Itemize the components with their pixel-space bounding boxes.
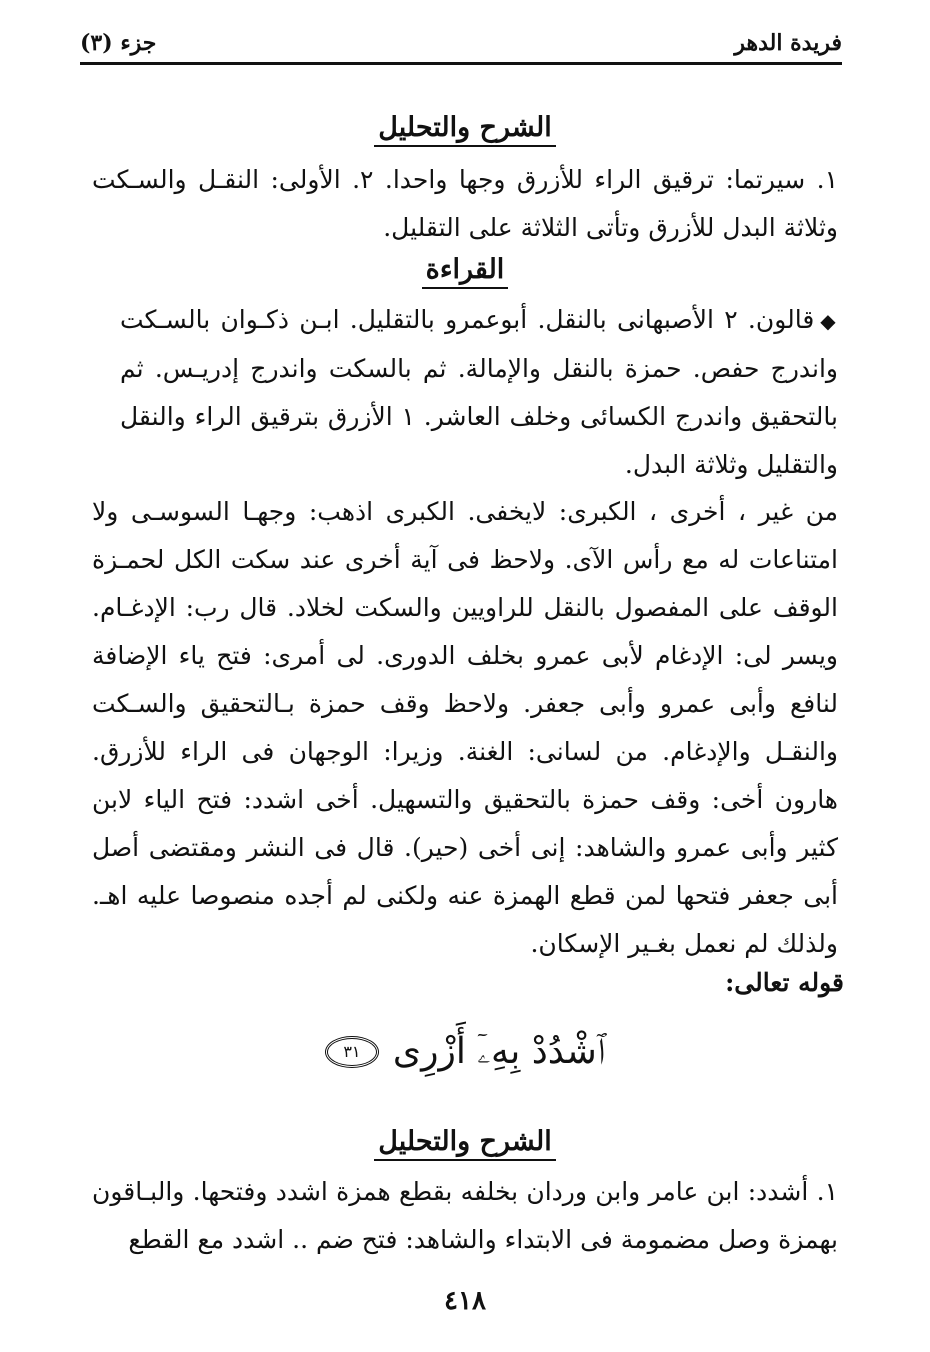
explanation-paragraph: ١. سيرتما: ترقيق الراء للأزرق وجها واحدا. ٢. الأولى: النقـل والسـكت وثلاثة البدل للأزرق وتأتى الثلاثة على التقليل. — [92, 165, 838, 242]
section-heading-text: القراءة — [422, 254, 509, 289]
commentary-paragraph: من غير ، أخرى ، الكبرى: لايخفى. الكبرى اذهب: وجهـا السوسـى ولا امتناعات له مع رأس الآى. ولاحظ فى آية أخرى عند سكت الكل لحمـزة الوقف على المفصول بالنقل للراويين والسكت لخلاد. قال رب: الإدغـام. ويسر لى: الإدغام لأبى عمرو بخلف الدورى. لى أمرى: فتح ياء الإضافة لنافع وأبى عمرو وأبى جعفر. ولاحظ وقف حمزة بـالتحقيق والسـكت والنقـل والإدغام. من لسانى: الغنة. وزيرا: الوجهان فى الراء للأزرق. هارون أخى: وقف حمزة بالتحقيق والتسهيل. أخى اشدد: فتح الياء لابن كثير وأبى عمرو والشاهد: إنى أخى (حير). قال فى النشر ومقتضى أصل أبى جعفر فتحها لمن قطع الهمزة عنه ولكنى لم أجده منصوصا عليه اهـ. ولذلك لم نعمل بغـير الإسكان. — [92, 497, 838, 958]
section-heading-explanation — [0, 112, 930, 143]
diamond-bullet-icon: ◆ — [820, 309, 838, 333]
quran-verse — [0, 1020, 930, 1082]
section-heading-reading — [0, 254, 930, 285]
reading-paragraph — [120, 296, 838, 489]
section-heading-text: الشرح والتحليل — [374, 1126, 555, 1161]
section-heading-explanation-2 — [0, 1126, 930, 1157]
book-title: فريدة الدهر — [734, 30, 842, 56]
page-number: ٤١٨ — [444, 1286, 486, 1316]
reading-text: قالون. ٢ الأصبهانى بالنقل. أبوعمرو بالتقليل. ابـن ذكـوان بالسـكت واندرج حفص. حمزة بالنقل والإمالة. ثم بالسكت واندرج إدريـس. ثم بالتحقيق واندرج الكسائى وخلف العاشر. ١ الأزرق بترقيق الراء والنقل والتقليل وثلاثة البدل. — [120, 305, 838, 479]
explanation-paragraph-2: ١. أشدد: ابن عامر وابن وردان بخلفه بقطع همزة اشدد وفتحها. والبـاقون بهمزة وصل مضمومة فى الابتداء والشاهد: فتح ضم .. اشدد مع القطع — [92, 1177, 838, 1254]
ayah-number-marker: ٣١ — [325, 1036, 379, 1068]
verse-text: ٱشْدُدْ بِهِۦٓ أَزْرِى — [392, 1031, 606, 1072]
section-heading-text: الشرح والتحليل — [374, 112, 555, 147]
running-header — [80, 22, 842, 65]
quote-label: قوله تعالى: — [725, 968, 844, 997]
part-label: جزء (٣) — [80, 30, 157, 56]
